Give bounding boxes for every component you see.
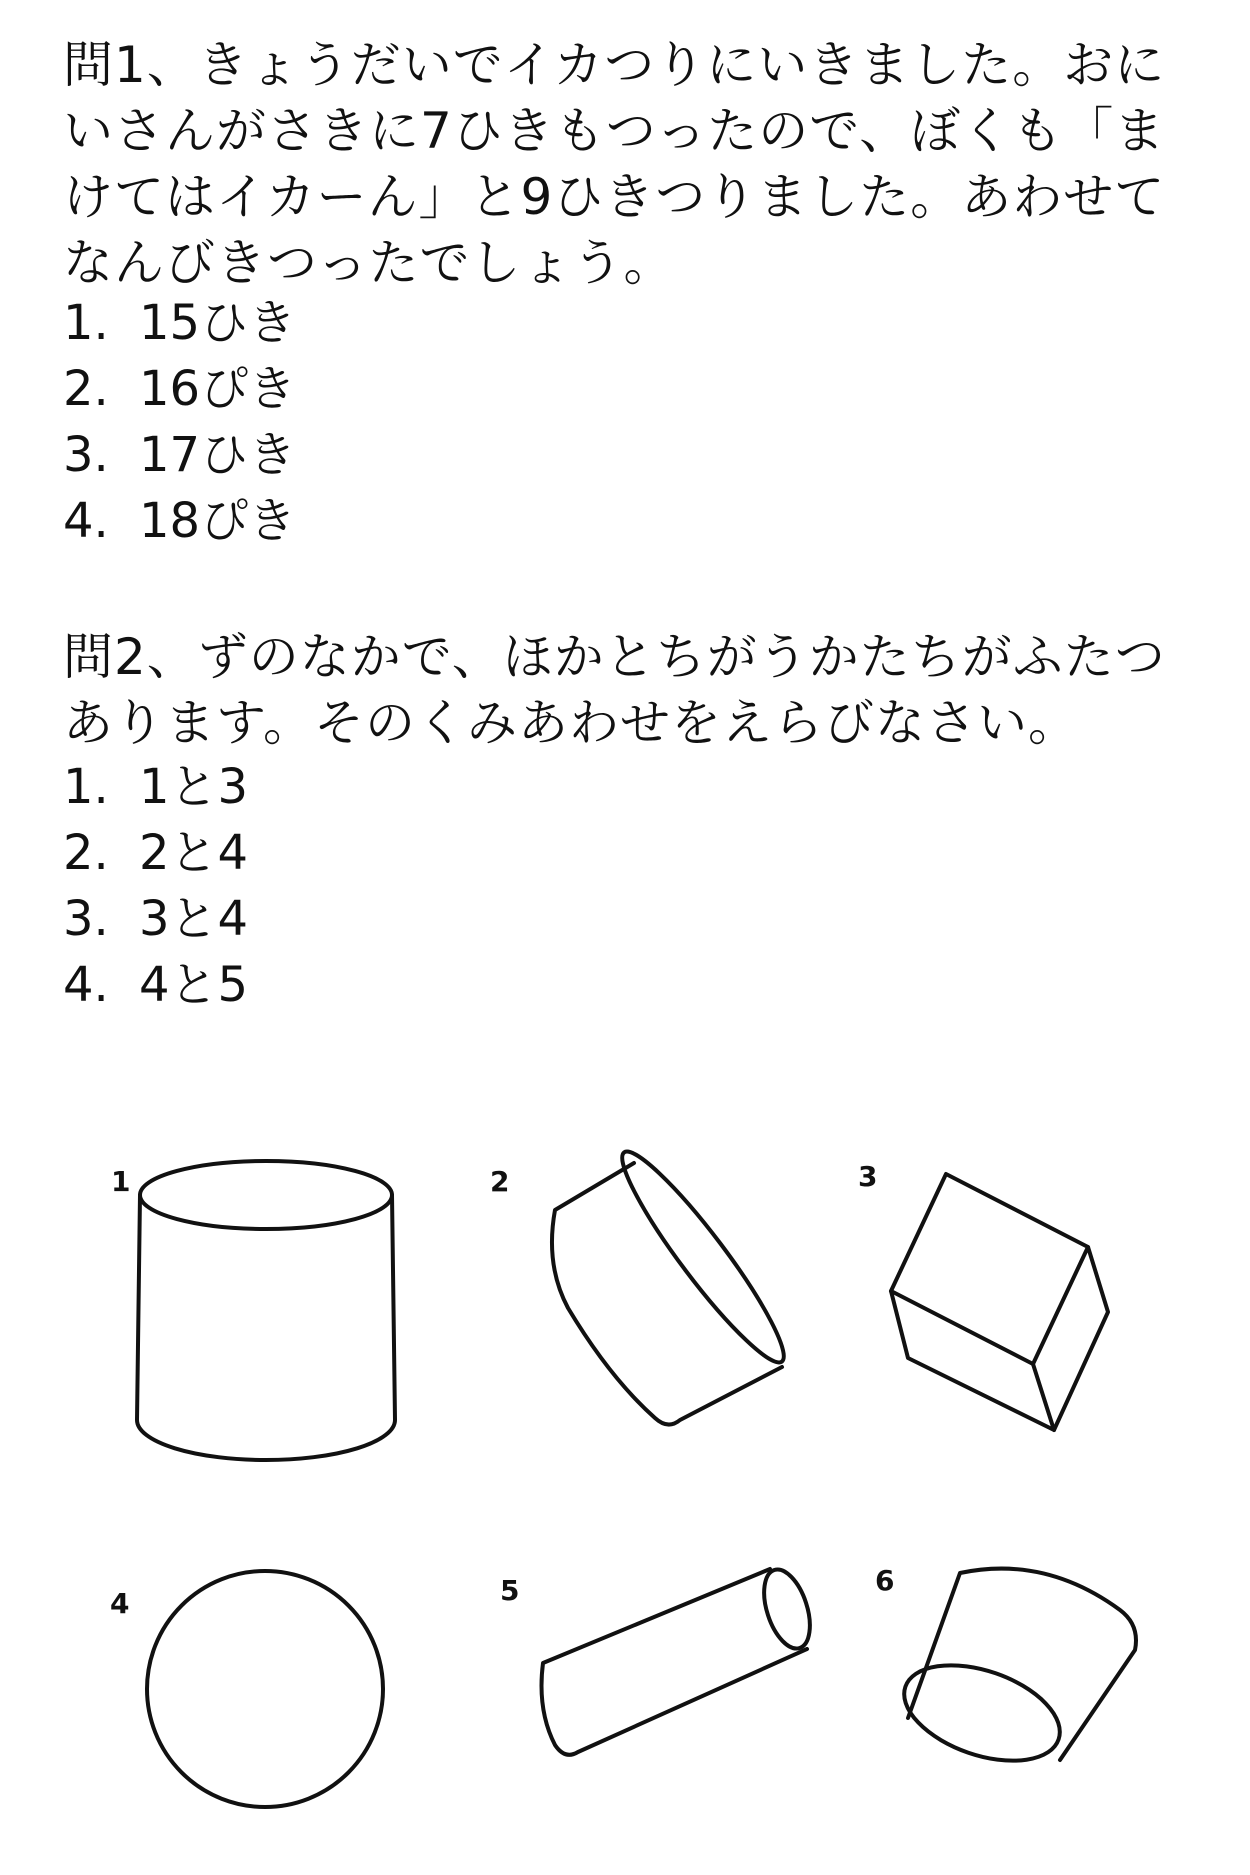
choice-text: 16ぴき — [139, 361, 297, 417]
figure-4-label: 4 — [110, 1587, 130, 1620]
choice-number: 4. — [63, 493, 109, 549]
choice-text: 18ぴき — [139, 493, 297, 549]
choice-number: 1. — [63, 295, 109, 351]
choice-text: 17ひき — [139, 427, 297, 483]
figure-6-label: 6 — [875, 1564, 895, 1597]
choice-text: 4と5 — [139, 957, 249, 1013]
choice-number: 1. — [63, 759, 109, 815]
choice-number: 2. — [63, 825, 109, 881]
choice-number: 3. — [63, 891, 109, 947]
figure-5-label: 5 — [500, 1574, 520, 1607]
question-1-text: 問1、きょうだいでイカつりにいきました。おにいさんがさきに7ひきもつったので、ぼくも「まけてはイカーん」と9ひきつりました。あわせてなんびきつったでしょう。 — [63, 36, 1166, 292]
figure-1-label: 1 — [111, 1165, 131, 1198]
choice-number: 4. — [63, 957, 109, 1013]
figure-3-label: 3 — [858, 1160, 878, 1193]
choice-number: 2. — [63, 361, 109, 417]
figure-2-label: 2 — [490, 1165, 510, 1198]
choice-number: 3. — [63, 427, 109, 483]
choice-text: 2と4 — [139, 825, 249, 881]
question-2-text: 問2、ずのなかで、ほかとちがうかたちがふたつあります。そのくみあわせをえらびなさい。 — [63, 628, 1166, 752]
choice-text: 15ひき — [139, 295, 297, 351]
choice-text: 3と4 — [139, 891, 249, 947]
choice-text: 1と3 — [139, 759, 249, 815]
